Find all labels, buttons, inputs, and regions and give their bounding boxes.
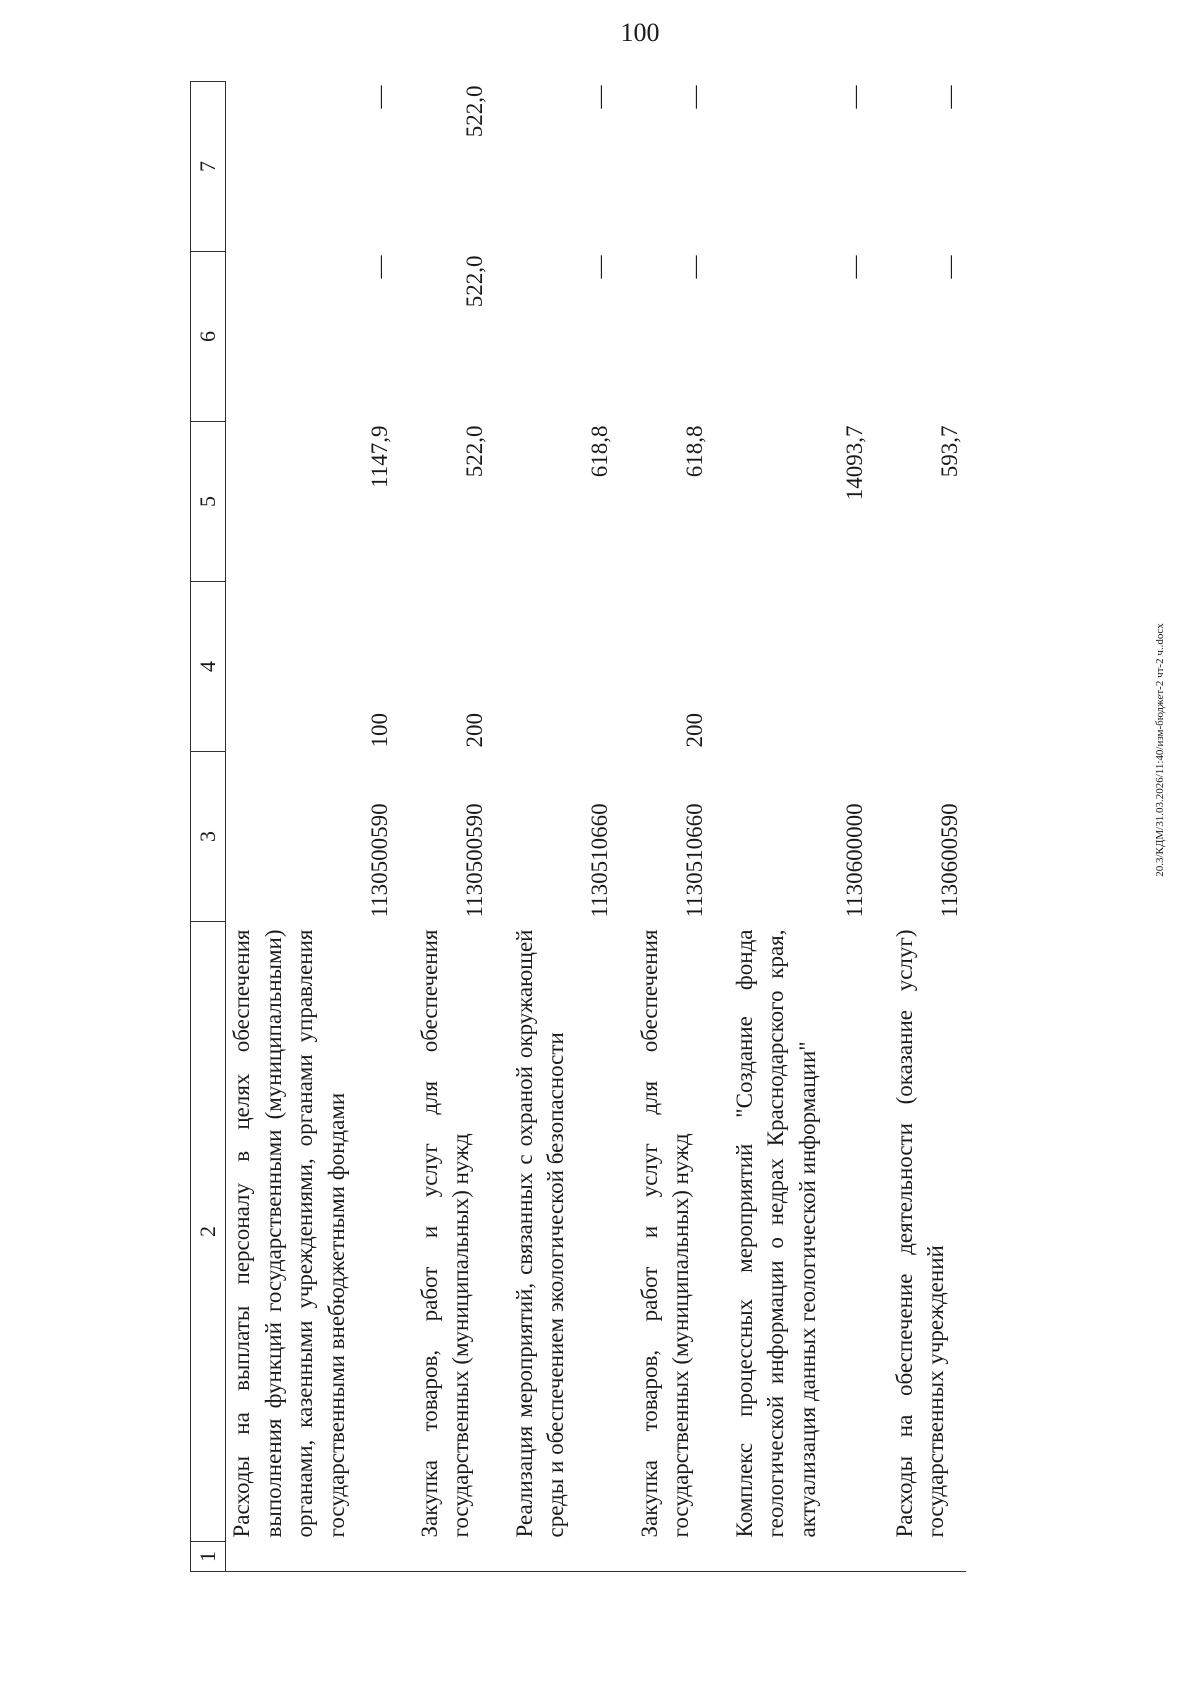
row-value-col-5: 1147,9 (367, 425, 392, 488)
table-row (711, 82, 871, 1572)
header-col-7: 7 (191, 82, 226, 252)
row-description: Расходы на обеспечение деятельности (оказание услуг) государственных учреждений (891, 929, 948, 1538)
row-value-col-7: — (937, 85, 962, 109)
row-expense-type: 200 (682, 713, 707, 748)
row-code: 1130510660 (587, 803, 612, 918)
row-value-col-7: — (587, 85, 612, 109)
row-value-col-5: 618,8 (587, 425, 612, 478)
row-description: Закупка товаров, работ и услуг для обеспечения государственных (муниципальных) нужд (416, 929, 473, 1538)
footer-document-code: 20.3/КДМ/31.03.2026/11:40/изм-бюджет-2 чт-2 ч..docx (1154, 623, 1166, 877)
table-row (226, 82, 396, 1572)
header-col-6: 6 (191, 252, 226, 422)
row-value-col-7: — (842, 85, 867, 109)
row-value-col-6: — (937, 255, 962, 279)
row-value-col-6: 522,0 (462, 255, 487, 308)
header-col-4: 4 (191, 582, 226, 752)
cell-col-1 (711, 1542, 871, 1572)
row-value-col-7: — (682, 85, 707, 109)
row-value-col-5: 14093,7 (842, 425, 867, 501)
row-expense-type: 200 (462, 713, 487, 748)
header-col-2: 2 (191, 922, 226, 1542)
page-number: 100 (620, 18, 660, 47)
row-value-col-6: — (682, 255, 707, 279)
row-code: 1130510660 (682, 803, 707, 918)
cell-col-1 (491, 1542, 616, 1572)
row-expense-type: 100 (367, 713, 392, 748)
row-expense-type (491, 582, 616, 752)
row-code: 1130500590 (462, 803, 487, 918)
budget-table-rotated (190, 82, 1000, 1572)
row-value-col-5: 522,0 (462, 425, 487, 478)
header-col-1: 1 (191, 1542, 226, 1572)
cell-col-1 (871, 1542, 966, 1572)
row-code: 1130500590 (367, 803, 392, 918)
row-value-col-6: — (367, 255, 392, 279)
row-code: 1130600000 (842, 803, 867, 918)
row-value-col-7: — (367, 85, 392, 109)
header-col-3: 3 (191, 752, 226, 922)
row-code: 1130600590 (937, 803, 962, 918)
row-description: Комплекс процессных мероприятий "Создание фонда геологической информации о недрах Краснодарского края, актуализация данных геологической информации" (731, 929, 820, 1538)
cell-col-1 (396, 1542, 491, 1572)
cell-col-1 (616, 1542, 711, 1572)
row-value-col-5: 618,8 (682, 425, 707, 478)
row-description: Закупка товаров, работ и услуг для обеспечения государственных (муниципальных) нужд (636, 929, 693, 1538)
table-row (491, 82, 616, 1572)
row-value-col-7: 522,0 (462, 85, 487, 138)
row-expense-type (871, 582, 966, 752)
table-row (396, 82, 491, 1572)
table-row (616, 82, 711, 1572)
row-expense-type (711, 582, 871, 752)
row-description: Реализация мероприятий, связанных с охраной окружающей среды и обеспечением экологической безопасности (511, 929, 568, 1538)
budget-table (190, 81, 966, 1572)
row-value-col-6: — (842, 255, 867, 279)
table-row (871, 82, 966, 1572)
table-header-row (191, 82, 226, 1572)
row-value-col-6: — (587, 255, 612, 279)
header-col-5: 5 (191, 422, 226, 582)
row-value-col-5: 593,7 (937, 425, 962, 478)
cell-col-1 (226, 1542, 396, 1572)
row-description: Расходы на выплаты персоналу в целях обеспечения выполнения функций государственными (муниципальными) органами, казенными учреждениями, органами управления государственными внебюджетными фондами (229, 929, 349, 1538)
